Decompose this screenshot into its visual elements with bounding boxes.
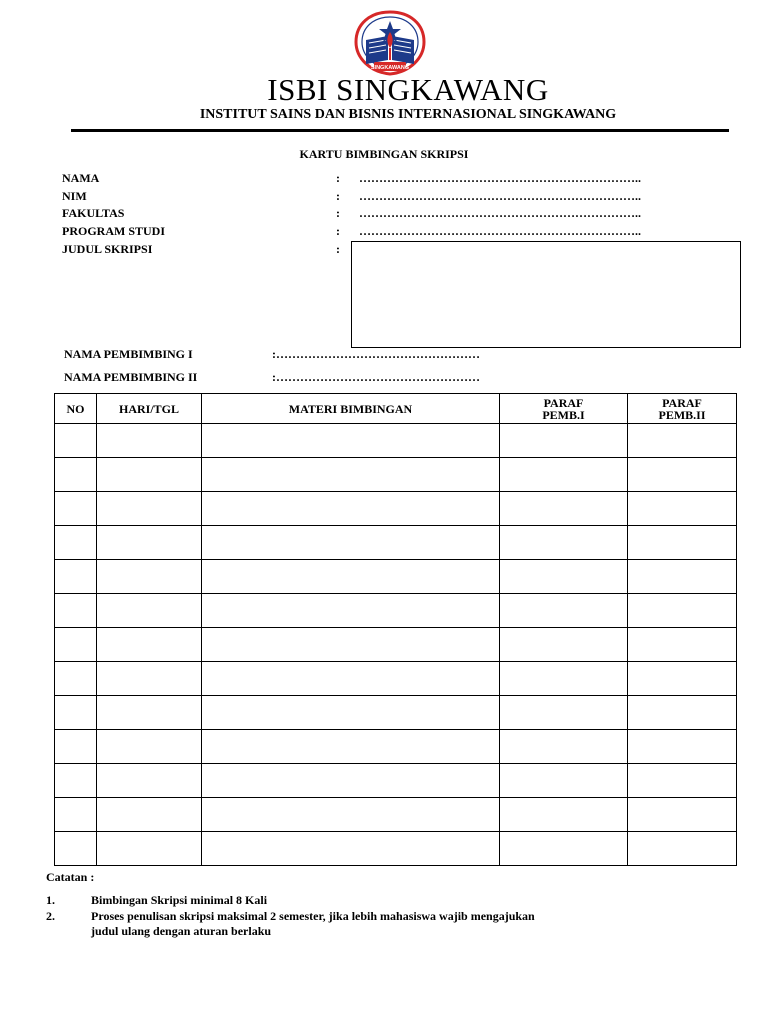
cell-no[interactable] [55, 458, 97, 492]
cell-no[interactable] [55, 764, 97, 798]
document-title: KARTU BIMBINGAN SKRIPSI [299, 147, 469, 161]
table-row [55, 560, 737, 594]
cell-paraf-2[interactable] [628, 458, 737, 492]
header-divider [71, 129, 729, 132]
cell-material[interactable] [202, 458, 500, 492]
field-colon: : [336, 171, 340, 185]
cell-paraf-2[interactable] [628, 594, 737, 628]
cell-material[interactable] [202, 832, 500, 866]
cell-date[interactable] [97, 730, 202, 764]
cell-material[interactable] [202, 424, 500, 458]
table-row [55, 594, 737, 628]
cell-material[interactable] [202, 492, 500, 526]
cell-no[interactable] [55, 594, 97, 628]
note-text: Proses penulisan skripsi maksimal 2 semester, jika lebih mahasiswa wajib mengajukan [91, 909, 535, 923]
guidance-log-table [54, 393, 737, 866]
table-row [55, 458, 737, 492]
note-text-continued: judul ulang dengan aturan berlaku [91, 924, 272, 938]
cell-material[interactable] [202, 594, 500, 628]
cell-no[interactable] [55, 424, 97, 458]
cell-date[interactable] [97, 798, 202, 832]
header-paraf-pemb-2 [628, 394, 737, 424]
cell-paraf-2[interactable] [628, 764, 737, 798]
cell-paraf-1[interactable] [500, 424, 628, 458]
judul-skripsi-box[interactable] [351, 241, 741, 348]
cell-material[interactable] [202, 798, 500, 832]
field-value-nama[interactable]: …………………………………………………………….. [359, 171, 641, 185]
header-date: HARI/TGL [97, 394, 202, 424]
cell-material[interactable] [202, 628, 500, 662]
cell-no[interactable] [55, 696, 97, 730]
cell-paraf-2[interactable] [628, 526, 737, 560]
cell-paraf-1[interactable] [500, 492, 628, 526]
table-row [55, 764, 737, 798]
table-row [55, 662, 737, 696]
field-label-fakultas: FAKULTAS [62, 206, 125, 220]
cell-paraf-1[interactable] [500, 832, 628, 866]
field-label-program-studi: PROGRAM STUDI [62, 224, 166, 238]
cell-material[interactable] [202, 730, 500, 764]
table-row [55, 492, 737, 526]
table-row [55, 526, 737, 560]
cell-no[interactable] [55, 662, 97, 696]
logo-banner-text: SINGKAWANG [370, 65, 410, 71]
field-label-judul-skripsi: JUDUL SKRIPSI [62, 242, 153, 256]
cell-date[interactable] [97, 492, 202, 526]
cell-paraf-2[interactable] [628, 560, 737, 594]
table-row [55, 730, 737, 764]
cell-material[interactable] [202, 764, 500, 798]
header-paraf-2-line1: PARAF [662, 395, 702, 410]
cell-paraf-2[interactable] [628, 696, 737, 730]
note-number: 2. [46, 909, 55, 923]
field-colon: : [336, 242, 340, 256]
header-paraf-1-line1: PARAF [543, 395, 584, 410]
cell-material[interactable] [202, 560, 500, 594]
header-material: MATERI BIMBINGAN [202, 394, 500, 424]
field-colon: : [336, 206, 340, 220]
supervisor-2-value[interactable]: :…………………………………………… [272, 370, 480, 384]
table-row [55, 696, 737, 730]
supervisor-2-label: NAMA PEMBIMBING II [64, 370, 198, 384]
cell-material[interactable] [202, 526, 500, 560]
cell-no[interactable] [55, 492, 97, 526]
cell-no[interactable] [55, 798, 97, 832]
supervisor-1-value[interactable]: :…………………………………………… [272, 347, 480, 361]
table-row [55, 832, 737, 866]
cell-date[interactable] [97, 424, 202, 458]
cell-no[interactable] [55, 730, 97, 764]
cell-paraf-1[interactable] [500, 696, 628, 730]
cell-paraf-2[interactable] [628, 832, 737, 866]
cell-date[interactable] [97, 764, 202, 798]
cell-paraf-1[interactable] [500, 560, 628, 594]
field-value-fakultas[interactable]: …………………………………………………………….. [359, 206, 641, 220]
cell-no[interactable] [55, 526, 97, 560]
cell-material[interactable] [202, 662, 500, 696]
cell-paraf-2[interactable] [628, 662, 737, 696]
cell-paraf-2[interactable] [628, 424, 737, 458]
header-paraf-1-line2: PEMB.I [542, 407, 585, 422]
cell-paraf-1[interactable] [500, 662, 628, 696]
header-paraf-2-line2: PEMB.II [658, 407, 706, 422]
table-row [55, 424, 737, 458]
cell-date[interactable] [97, 594, 202, 628]
cell-paraf-1[interactable] [500, 458, 628, 492]
table-row [55, 628, 737, 662]
cell-paraf-1[interactable] [500, 730, 628, 764]
cell-paraf-1[interactable] [500, 764, 628, 798]
cell-paraf-2[interactable] [628, 628, 737, 662]
table-row [55, 798, 737, 832]
table-body [55, 424, 737, 866]
cell-date[interactable] [97, 662, 202, 696]
field-value-nim[interactable]: …………………………………………………………….. [359, 189, 641, 203]
institution-subtitle: INSTITUT SAINS DAN BISNIS INTERNASIONAL SINGKAWANG [199, 107, 617, 122]
supervisor-1-label: NAMA PEMBIMBING I [64, 347, 193, 361]
note-number: 1. [46, 893, 55, 907]
cell-paraf-1[interactable] [500, 594, 628, 628]
cell-paraf-2[interactable] [628, 798, 737, 832]
cell-paraf-1[interactable] [500, 628, 628, 662]
cell-no[interactable] [55, 832, 97, 866]
header-paraf-pemb-1 [500, 394, 628, 424]
field-value-program-studi[interactable]: …………………………………………………………….. [359, 224, 641, 238]
cell-material[interactable] [202, 696, 500, 730]
cell-paraf-2[interactable] [628, 492, 737, 526]
field-colon: : [336, 189, 340, 203]
header-no: NO [55, 394, 97, 424]
cell-date[interactable] [97, 560, 202, 594]
field-colon: : [336, 224, 340, 238]
cell-no[interactable] [55, 560, 97, 594]
notes-title: Catatan : [46, 870, 95, 884]
note-text: Bimbingan Skripsi minimal 8 Kali [91, 893, 268, 907]
table-header-row [55, 394, 737, 424]
field-label-nim: NIM [62, 189, 87, 203]
field-label-nama: NAMA [62, 171, 100, 185]
cell-date[interactable] [97, 458, 202, 492]
cell-paraf-1[interactable] [500, 798, 628, 832]
institution-title: ISBI SINGKAWANG [267, 72, 549, 107]
cell-date[interactable] [97, 696, 202, 730]
isbi-logo [352, 10, 428, 76]
cell-paraf-2[interactable] [628, 730, 737, 764]
cell-paraf-1[interactable] [500, 526, 628, 560]
cell-no[interactable] [55, 628, 97, 662]
cell-date[interactable] [97, 832, 202, 866]
cell-date[interactable] [97, 526, 202, 560]
cell-date[interactable] [97, 628, 202, 662]
